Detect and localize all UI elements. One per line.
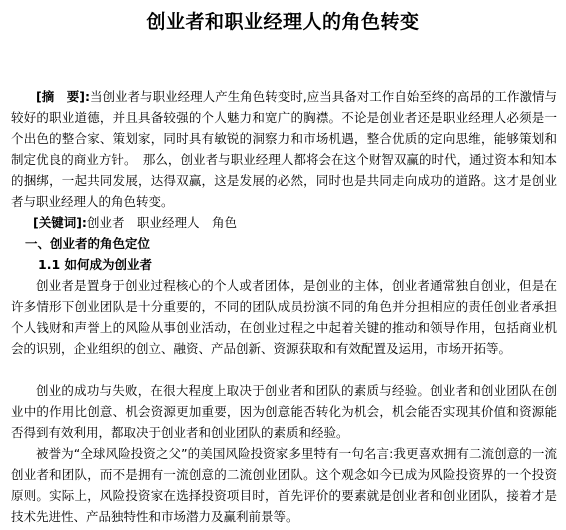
document-title: 创业者和职业经理人的角色转变	[146, 11, 420, 33]
abstract-text: 当创业者与职业经理人产生角色转变时,应当具备对工作自始至终的高昂的工作激情与较好的职业道德，并且具备较强的个人魅力和宽广的胸襟。不论是创业者还是职业经理人必须是一个出色的整合家、策划家，同时具有敏锐的洞察力和市场机遇，整合优质的定向思维，能够策划和制定优良的商业方针。 那么，创业者与职业经理人都将会在这个财智双赢的时代，通过资本和知本的捆绑，一起共同发展，达得双赢，这是发展的必然，同时也是共同走向成功的道路。这才是创业者与职业经理人的角色转变。	[11, 89, 557, 209]
abstract-paragraph	[11, 86, 557, 212]
body-paragraph-2: 创业的成功与失败，在很大程度上取决于创业者和团队的素质与经验。创业者和创业团队在创业中的作用比创意、机会资源更加重要，因为创意能否转化为机会，机会能否实现其价值和资源能否得到有效利用，都取决于创业者和创业团队的素质和经验。	[11, 383, 557, 440]
body-paragraph-1: 创业者是置身于创业过程核心的个人或者团体，是创业的主体，创业者通常独自创业，但是在许多情形下创业团队是十分重要的，不同的团队成员扮演不同的角色并分担相应的责任创业者承担个人钱财和声誉上的风险从事创业活动，在创业过程之中起着关键的推动和领导作用，包括商业机会的识别，企业组织的创立、融资、产品创新、资源获取和有效配置及运用，市场开拓等。	[11, 278, 557, 356]
keywords-label: [关键词]:	[33, 215, 87, 230]
keywords-line	[33, 212, 237, 233]
body-paragraph-3: 被誉为“全球风险投资之父”的美国风险投资家多里特有一句名言:我更喜欢拥有二流创意的一流创业者和团队，而不是拥有一流创意的二流创业团队。这个观念如今已成为风险投资界的一个投资原则。实际上，风险投资家在选择投资项目时，首先评价的要素就是创业者和创业团队，接着才是技术先进性、产品独特性和市场潜力及赢利前景等。	[11, 446, 557, 524]
keywords-text: 创业者 职业经理人 角色	[86, 215, 237, 230]
subsection-heading: 1.1 如何成为创业者	[38, 257, 152, 272]
abstract-label: [摘 要]:	[36, 89, 90, 104]
section-heading: 一、创业者的角色定位	[25, 236, 151, 251]
